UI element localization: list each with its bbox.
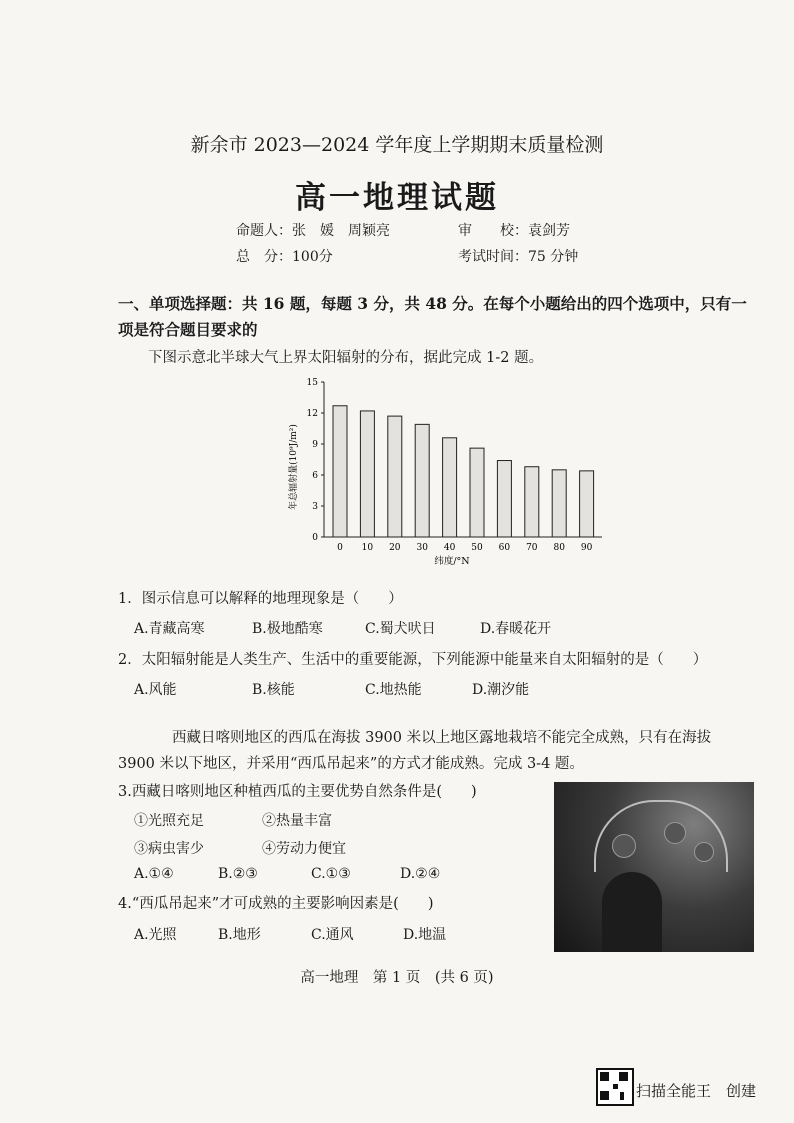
section-heading-line1: 一、单项选择题：共 16 题，每题 3 分，共 48 分。在每个小题给出的四个选项中，只有一: [118, 294, 747, 313]
scanner-watermark: 扫描全能王 创建: [636, 1082, 757, 1100]
passage-line-2: 3900 米以下地区，并采用“西瓜吊起来”的方式才能成熟。完成 3-4 题。: [118, 756, 584, 772]
question-3-stem: 3.西藏日喀则地区种植西瓜的主要优势自然条件是( ): [118, 784, 477, 800]
bar-lat-70: [525, 467, 539, 537]
q4-option-d[interactable]: D.地温: [403, 927, 447, 943]
author-label: 命题人：张 媛 周颖亮: [236, 223, 390, 239]
chart-y-label: 年总辐射量(10⁹J/m²): [289, 424, 299, 510]
x-tick-label: 80: [553, 543, 565, 553]
qr-code-icon: [596, 1068, 634, 1106]
q1-option-a[interactable]: A.青藏高寒: [134, 621, 205, 637]
q3-option-a[interactable]: A.①④: [134, 866, 174, 882]
q2-option-d[interactable]: D.潮汐能: [472, 682, 530, 698]
bar-lat-30: [415, 424, 429, 537]
q1-option-d[interactable]: D.春暖花开: [480, 621, 552, 637]
page-footer: 高一地理 第 1 页 (共 6 页): [300, 970, 494, 986]
reviewer-label: 审 校：袁剑芳: [458, 223, 570, 239]
y-tick-label: 12: [306, 409, 318, 419]
q3-item-3: ③病虫害少: [134, 841, 204, 857]
y-tick-label: 3: [312, 502, 318, 512]
bar-lat-10: [360, 411, 374, 537]
bar-lat-20: [388, 416, 402, 537]
bar-lat-90: [580, 471, 594, 537]
passage-line-1: 西藏日喀则地区的西瓜在海拔 3900 米以上地区露地栽培不能完全成熟，只有在海拔: [172, 730, 712, 746]
question-2-stem: 2．太阳辐射能是人类生产、生活中的重要能源，下列能源中能量来自太阳辐射的是（ ）: [118, 652, 708, 668]
q1-option-b[interactable]: B.极地酷寒: [252, 621, 323, 637]
section-heading-line2: 项是符合题目要求的: [118, 320, 258, 339]
question-4-stem: 4.“西瓜吊起来”才可成熟的主要影响因素是( ): [118, 896, 434, 912]
q3-item-1: ①光照充足: [134, 813, 204, 829]
x-tick-label: 30: [416, 543, 428, 553]
q4-option-a[interactable]: A.光照: [134, 927, 177, 943]
watermelon-greenhouse-photo: [554, 782, 754, 952]
x-tick-label: 60: [498, 543, 511, 553]
exam-header-title: 新余市 2023—2024 学年度上学期期末质量检测: [190, 134, 604, 156]
x-tick-label: 70: [526, 543, 538, 553]
bar-lat-40: [443, 438, 457, 537]
q2-option-b[interactable]: B.核能: [252, 682, 295, 698]
bar-lat-60: [497, 461, 511, 537]
q2-option-c[interactable]: C.地热能: [365, 682, 422, 698]
chart-x-label: 纬度/°N: [434, 556, 470, 567]
bar-lat-50: [470, 448, 484, 537]
x-tick-label: 0: [337, 543, 343, 553]
x-tick-label: 40: [443, 543, 456, 553]
bar-lat-0: [333, 406, 347, 537]
chart-intro: 下图示意北半球大气上界太阳辐射的分布，据此完成 1-2 题。: [148, 350, 544, 366]
radiation-bar-chart: [280, 372, 610, 572]
y-tick-label: 9: [312, 440, 318, 450]
x-tick-label: 90: [580, 543, 593, 553]
q1-option-c[interactable]: C.蜀犬吠日: [365, 621, 436, 637]
y-tick-label: 6: [312, 471, 318, 481]
q4-option-b[interactable]: B.地形: [218, 927, 261, 943]
y-tick-label: 0: [312, 533, 318, 543]
q3-option-c[interactable]: C.①③: [311, 866, 351, 882]
exam-time-label: 考试时间：75 分钟: [458, 249, 579, 265]
total-score-label: 总 分：100分: [236, 249, 333, 265]
q4-option-c[interactable]: C.通风: [311, 927, 354, 943]
x-tick-label: 10: [361, 543, 374, 553]
x-tick-label: 50: [471, 543, 483, 553]
q3-item-4: ④劳动力便宜: [262, 841, 346, 857]
x-tick-label: 20: [389, 543, 401, 553]
question-1-stem: 1．图示信息可以解释的地理现象是（ ）: [118, 591, 403, 607]
q3-item-2: ②热量丰富: [262, 813, 332, 829]
y-tick-label: 15: [306, 378, 318, 388]
q2-option-a[interactable]: A.风能: [134, 682, 177, 698]
bar-lat-80: [552, 470, 566, 537]
q3-option-b[interactable]: B.②③: [218, 866, 258, 882]
q3-option-d[interactable]: D.②④: [400, 866, 441, 882]
exam-subject-title: 高一地理试题: [295, 180, 499, 216]
